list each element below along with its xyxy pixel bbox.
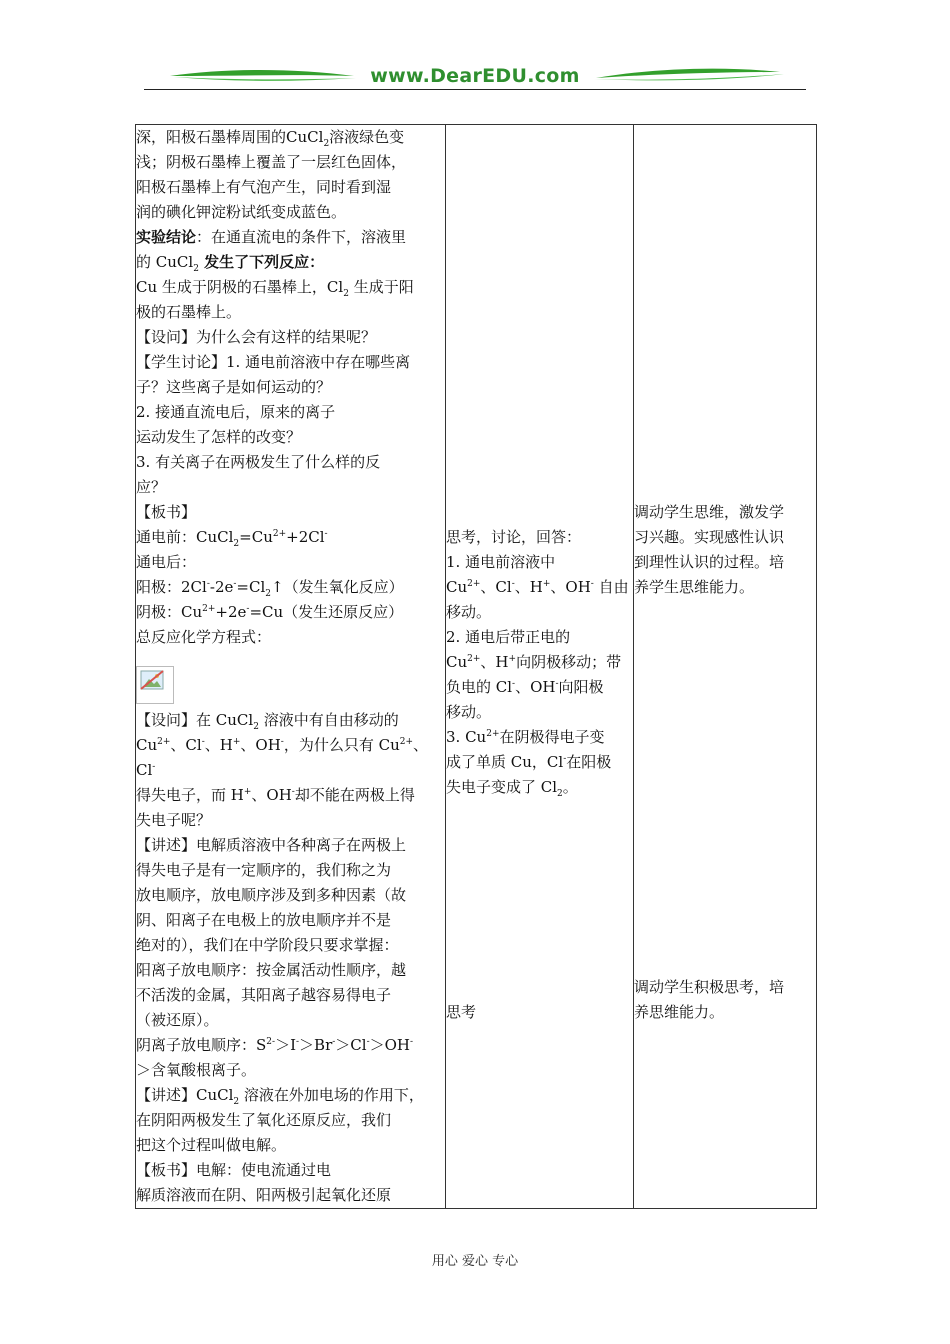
question-line: 【设问】在 CuCl$_2$ 溶液中有自由移动的 [136, 711, 399, 732]
conclusion-line: 实验结论：在通直流电的条件下，溶液里 [136, 228, 407, 246]
observation-line: 深，阳极石墨棒周围的CuCl$_2$溶液绿色变 [136, 128, 405, 149]
question-line: 【设问】为什么会有这样的结果呢？ [136, 328, 377, 346]
site-header-banner [144, 62, 806, 92]
student-think: 思考 [446, 1003, 477, 1021]
site-logo-text: www.DearEDU.com [370, 65, 580, 87]
discussion-line: 2. 接通直流电后，原来的离子 [136, 403, 336, 421]
total-equation-label: 总反应化学方程式： [136, 628, 272, 646]
student-activity-cell [446, 125, 634, 1209]
student-line: 1. 通电前溶液中 [446, 553, 556, 571]
narration-line: 放电顺序，放电顺序涉及到多种因素（故 [136, 886, 407, 904]
cation-order-line: （被还原）。 [136, 1011, 219, 1029]
student-line: 负电的 Cl-、OH-向阳极 [446, 678, 604, 696]
broken-image-icon [136, 666, 174, 704]
design-intent-cell [634, 125, 817, 1209]
equation-after-label: 通电后： [136, 553, 197, 571]
intent-line: 养学生思维能力。 [634, 578, 755, 596]
student-line: 移动。 [446, 703, 492, 721]
cation-order-line: 不活泼的金属，其阳离子越容易得电子 [136, 986, 392, 1004]
intent-line: 调动学生思维，激发学 [634, 503, 785, 521]
board-line: 【板书】电解：使电流通过电 [136, 1161, 332, 1179]
intent-line: 习兴趣。实现感性认识 [634, 528, 785, 546]
narration-line: 阴、阳离子在电极上的放电顺序并不是 [136, 911, 392, 929]
anion-order-line: 阴离子放电顺序：$S^{2-}>I^->Br^->Cl^->OH^-$ [136, 1036, 414, 1054]
anode-equation: 阳极：$2Cl^--2e^-=Cl_2↑$（发生氧化反应） [136, 578, 404, 599]
student-line: 2. 通电后带正电的 [446, 628, 571, 646]
intent-line: 调动学生积极思考，培 [634, 978, 785, 996]
question-line: $Cu^{2+}$、Cl-、H+、OH-，为什么只有 $Cu^{2+}$、Cl- [136, 736, 429, 779]
cathode-equation: 阴极：$Cu^{2+}+2e^-=Cu$（发生还原反应） [136, 603, 404, 621]
question-line: 得失电子，而 H+、OH-却不能在两极上得 [136, 786, 415, 804]
student-line: 移动。 [446, 603, 492, 621]
discussion-line: 子？这些离子是如何运动的？ [136, 378, 332, 396]
student-line: 失电子变成了 $Cl_2$。 [446, 778, 578, 799]
board-line: 解质溶液而在阴、阳两极引起氧化还原 [136, 1186, 392, 1204]
student-line: 3. $Cu^{2+}$在阴极得电子变 [446, 728, 605, 746]
narration-line: 在阴阳两极发生了氧化还原反应，我们 [136, 1111, 392, 1129]
narration-line: 得失电子是有一定顺序的，我们称之为 [136, 861, 392, 879]
student-line: 成了单质 Cu，Cl-在阳极 [446, 753, 612, 771]
intent-line: 养思维能力。 [634, 1003, 725, 1021]
conclusion-line: Cu 生成于阴极的石墨棒上，$Cl_2$ 生成于阳 [136, 278, 414, 299]
narration-line: 【讲述】CuCl$_2$ 溶液在外加电场的作用下， [136, 1086, 424, 1107]
conclusion-line: 的 CuCl$_2$ 发生了下列反应： [136, 253, 325, 274]
intent-line: 到理性认识的过程。培 [634, 553, 785, 571]
page-footer: 用心 爱心 专心 [431, 1254, 519, 1269]
discussion-line: 运动发生了怎样的改变？ [136, 428, 302, 446]
narration-line: 【讲述】电解质溶液中各种离子在两极上 [136, 836, 407, 854]
anion-order-line: ＞含氧酸根离子。 [136, 1061, 257, 1079]
observation-line: 浅；阴极石墨棒上覆盖了一层红色固体， [136, 153, 407, 171]
student-line: $Cu^{2+}$、H+向阴极移动；带 [446, 653, 622, 671]
conclusion-label: 实验结论 [136, 228, 197, 246]
board-heading: 【板书】 [136, 503, 197, 521]
observation-line: 阳极石墨棒上有气泡产生，同时看到湿 [136, 178, 392, 196]
teacher-activity-cell [136, 125, 446, 1209]
student-line: $Cu^{2+}$、Cl-、H+、OH- 自由 [446, 578, 629, 596]
discussion-line: 3. 有关离子在两极发生了什么样的反 [136, 453, 381, 471]
discussion-line: 应？ [136, 478, 167, 496]
narration-line: 把这个过程叫做电解。 [136, 1136, 287, 1154]
discussion-line: 【学生讨论】1. 通电前溶液中存在哪些离 [136, 353, 411, 371]
cation-order-line: 阳离子放电顺序：按金属活动性顺序，越 [136, 961, 407, 979]
equation-before: 通电前：$CuCl_2=Cu^{2+}+2Cl^-$ [136, 528, 328, 549]
narration-line: 绝对的），我们在中学阶段只要求掌握： [136, 936, 399, 954]
conclusion-line: 极的石墨棒上。 [136, 303, 242, 321]
lesson-plan-table [135, 124, 817, 1209]
observation-line: 润的碘化钾淀粉试纸变成蓝色。 [136, 203, 347, 221]
header-divider [144, 89, 806, 90]
question-line: 失电子呢？ [136, 811, 212, 829]
student-line: 思考，讨论，回答： [446, 528, 582, 546]
